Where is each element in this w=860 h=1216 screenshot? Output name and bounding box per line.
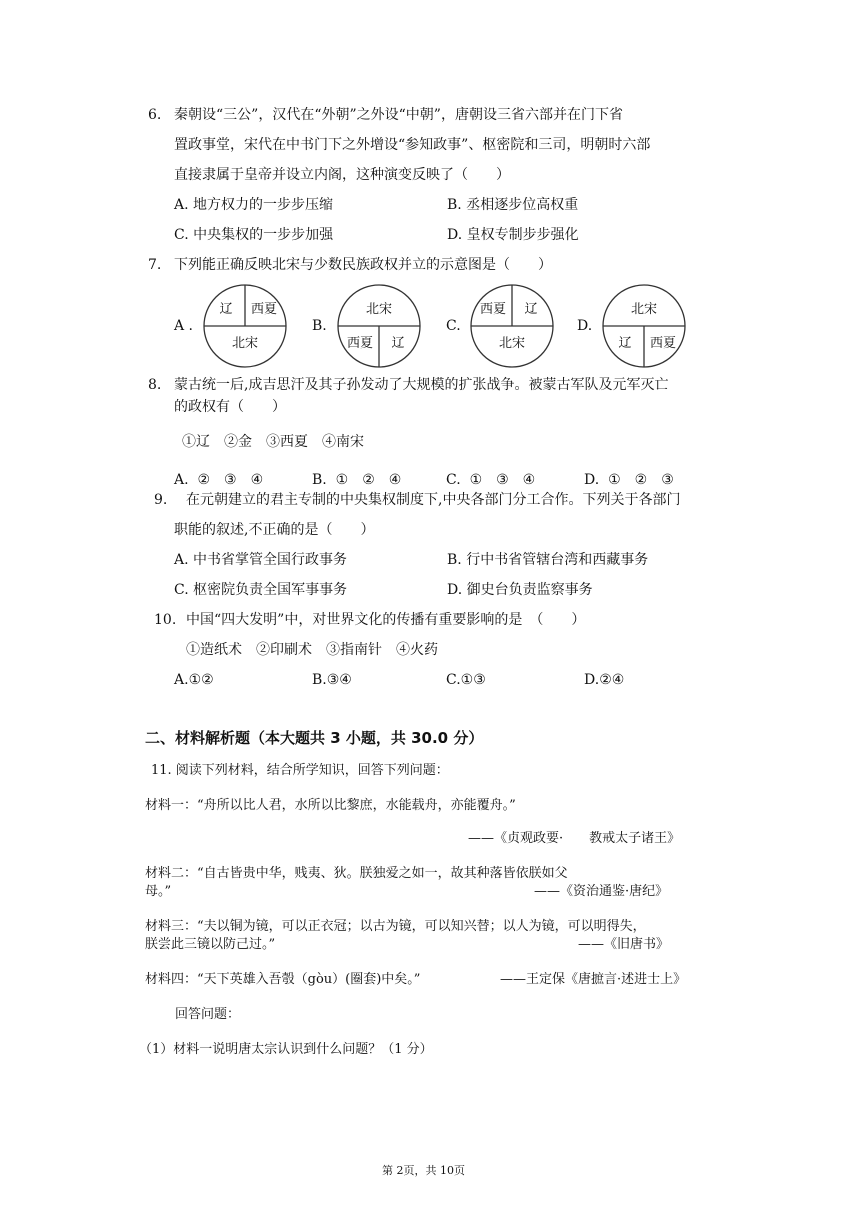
- page-number: 第 2页，共 10页: [382, 1164, 465, 1177]
- material-4: 材料四：“天下英雄入吾彀（gòu）(圈套)中矣。”: [145, 972, 421, 987]
- option-text: ① ② ③: [608, 472, 674, 488]
- option-text: 皇权专制步步强化: [466, 227, 579, 243]
- diagram-label-bottom: 北宋: [498, 336, 526, 351]
- q7-option-d-letter[interactable]: D.: [577, 318, 593, 334]
- option-text: 地方权力的一步步压缩: [193, 197, 334, 213]
- material-2-line-1: 材料二：“自古皆贵中华，贱夷、狄。朕独爱之如一，故其种落皆依朕如父: [145, 866, 568, 881]
- diagram-label-bottom-right: 辽: [391, 336, 405, 351]
- q8-stem-line-2: 的政权有（ ）: [174, 399, 286, 415]
- q10-stem: 中国“四大发明”中，对世界文化的传播有重要影响的是 （ ）: [186, 612, 586, 628]
- option-letter: D.: [447, 582, 463, 598]
- option-letter: D.: [447, 227, 463, 243]
- material-2-line-2: 母。”: [145, 884, 172, 899]
- option-text: ① ② ④: [335, 472, 402, 488]
- q8-option-c[interactable]: [446, 473, 535, 487]
- q10-items: ①造纸术 ②印刷术 ③指南针 ④火药: [186, 642, 438, 658]
- sub-question-1: （1）材料一说明唐太宗认识到什么问题？（1 分）: [139, 1042, 433, 1057]
- q8-option-b[interactable]: [312, 473, 401, 487]
- material-1: 材料一：“舟所以比人君，水所以比黎庶，水能载舟，亦能覆舟。”: [145, 798, 516, 813]
- q9-option-d[interactable]: [447, 583, 593, 597]
- diagram-label-bottom-left: 西夏: [346, 336, 374, 351]
- material-3-source: ——《旧唐书》: [578, 937, 670, 952]
- q10-number: 10.: [154, 612, 177, 628]
- q10-option-a[interactable]: [174, 673, 214, 687]
- option-letter: D.: [584, 472, 600, 488]
- option-letter: A.: [174, 672, 189, 688]
- material-1-source: ——《贞观政要· 教戒太子诸王》: [468, 831, 681, 846]
- q11-intro: 11. 阅读下列材料，结合所学知识，回答下列问题：: [151, 763, 449, 778]
- q6-option-c[interactable]: [174, 228, 333, 242]
- option-text: 御史台负责监察事务: [466, 582, 593, 598]
- diagram-label-top: 北宋: [365, 302, 393, 317]
- q10-option-c[interactable]: [446, 673, 486, 687]
- option-letter: B.: [447, 552, 462, 568]
- q6-number: 6.: [148, 107, 162, 123]
- option-text: ①②: [188, 672, 214, 688]
- q9-option-b[interactable]: [447, 553, 648, 567]
- option-text: ③④: [326, 672, 352, 688]
- diagram-label-bottom: 北宋: [231, 336, 259, 351]
- q8-number: 8.: [148, 377, 162, 393]
- answer-label: 回答问题：: [175, 1007, 241, 1022]
- q7-option-c-letter[interactable]: C.: [446, 318, 461, 334]
- option-letter: A.: [174, 197, 189, 213]
- option-text: ② ③ ④: [197, 472, 264, 488]
- option-letter: C.: [446, 472, 461, 488]
- q6-stem-line-1: 秦朝设“三公”，汉代在“外朝”之外设“中朝”，唐朝设三省六部并在门下省: [174, 107, 623, 123]
- diagram-label-top-left: 辽: [219, 302, 233, 317]
- option-text: ②④: [599, 672, 625, 688]
- option-letter: A.: [174, 552, 189, 568]
- option-text: 丞相逐步位高权重: [466, 197, 579, 213]
- option-letter: C.: [174, 227, 189, 243]
- option-letter: B.: [312, 672, 327, 688]
- q7-option-c-diagram: [469, 283, 555, 369]
- option-text: ①③: [460, 672, 486, 688]
- diagram-label-top: 北宋: [630, 302, 658, 317]
- q8-items: ①辽 ②金 ③西夏 ④南宋: [182, 434, 364, 450]
- option-letter: B.: [447, 197, 462, 213]
- q9-option-c[interactable]: [174, 583, 347, 597]
- q6-option-b[interactable]: [447, 198, 578, 212]
- q9-number: 9.: [154, 492, 168, 508]
- material-4-source: ——王定保《唐摭言·述进士上》: [500, 972, 687, 987]
- q10-option-b[interactable]: [312, 673, 352, 687]
- q7-option-b-diagram: [336, 283, 422, 369]
- diagram-label-bottom-right: 西夏: [649, 336, 677, 351]
- q8-option-d[interactable]: [584, 473, 674, 487]
- q9-stem-line-1: 在元朝建立的君主专制的中央集权制度下,中央各部门分工合作。下列关于各部门: [186, 492, 681, 508]
- q7-stem: 下列能正确反映北宋与少数民族政权并立的示意图是（ ）: [174, 257, 552, 273]
- option-letter: D.: [584, 672, 600, 688]
- option-letter: B.: [312, 472, 327, 488]
- diagram-label-top-right: 辽: [524, 302, 538, 317]
- q7-number: 7.: [148, 257, 162, 273]
- option-text: 中书省掌管全国行政事务: [193, 552, 348, 568]
- option-letter: C.: [446, 672, 461, 688]
- q9-option-a[interactable]: [174, 553, 347, 567]
- q10-option-d[interactable]: [584, 673, 624, 687]
- option-letter: C.: [174, 582, 189, 598]
- option-text: 枢密院负责全国军事事务: [193, 582, 348, 598]
- material-3-line-2: 朕尝此三镜以防己过。”: [145, 937, 276, 952]
- q7-option-b-letter[interactable]: B.: [312, 318, 327, 334]
- option-text: ① ③ ④: [469, 472, 536, 488]
- diagram-label-top-right: 西夏: [250, 302, 278, 317]
- q6-stem-line-2: 置政事堂，宋代在中书门下之外增设“参知政事”、枢密院和三司，明朝时六部: [174, 137, 651, 153]
- q7-option-d-diagram: [601, 283, 687, 369]
- q9-stem-line-2: 职能的叙述,不正确的是（ ）: [174, 522, 375, 538]
- q7-option-a-letter[interactable]: A .: [174, 318, 194, 334]
- material-2-source: ——《资治通鉴·唐纪》: [534, 884, 669, 899]
- q6-option-a[interactable]: [174, 198, 333, 212]
- q8-stem-line-1: 蒙古统一后,成吉思汗及其子孙发动了大规模的扩张战争。被蒙古军队及元军灭亡: [174, 377, 669, 393]
- option-text: 行中书省管辖台湾和西藏事务: [466, 552, 649, 568]
- q6-stem-line-3: 直接隶属于皇帝并设立内阁，这种演变反映了（ ）: [174, 167, 510, 183]
- q6-option-d[interactable]: [447, 228, 579, 242]
- q8-option-a[interactable]: [174, 473, 263, 487]
- diagram-label-top-left: 西夏: [479, 302, 507, 317]
- section-heading: 二、材料解析题（本大题共 3 小题，共 30.0 分）: [145, 729, 484, 747]
- material-3-line-1: 材料三：“夫以铜为镜，可以正衣冠；以古为镜，可以知兴替；以人为镜，可以明得失，: [145, 919, 646, 934]
- q7-option-a-diagram: [202, 283, 288, 369]
- option-letter: A.: [174, 472, 189, 488]
- diagram-label-bottom-left: 辽: [618, 336, 632, 351]
- option-text: 中央集权的一步步加强: [193, 227, 334, 243]
